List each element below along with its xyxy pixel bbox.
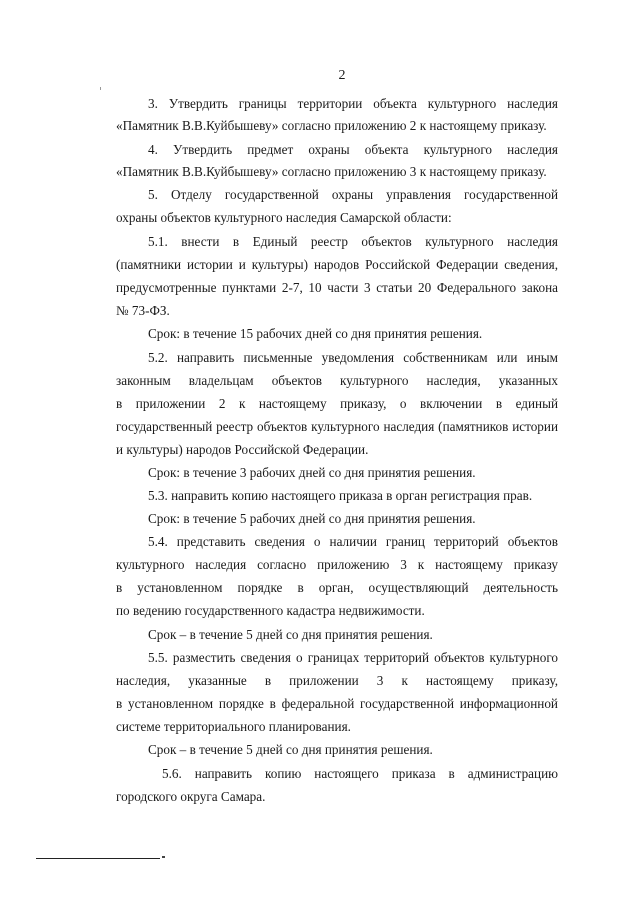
footnote-dot bbox=[162, 856, 165, 858]
text-line: 5.4. представить сведения о наличии границ территорий объектов bbox=[148, 534, 558, 549]
text-line: 5. Отделу государственной охраны управления государственной bbox=[148, 187, 558, 202]
scan-mark bbox=[100, 87, 101, 90]
text-line: системе территориального планирования. bbox=[116, 719, 351, 734]
text-line: государственный реестр объектов культурного наследия (памятников истории bbox=[116, 419, 558, 434]
deadline-text: Срок: в течение 3 рабочих дней со дня принятия решения. bbox=[148, 465, 476, 480]
deadline-text: Срок: в течение 5 рабочих дней со дня принятия решения. bbox=[148, 511, 476, 526]
text-line: наследия, указанные в приложении 3 к настоящему приказу, bbox=[116, 673, 558, 688]
text-line: 3. Утвердить границы территории объекта культурного наследия bbox=[148, 96, 558, 111]
text-line: (памятники истории и культуры) народов Российской Федерации сведения, bbox=[116, 257, 558, 272]
page-number: 2 bbox=[338, 68, 346, 83]
text-line: в установленном порядке в орган, осуществляющий деятельность bbox=[116, 580, 558, 595]
text-line: 5.1. внести в Единый реестр объектов культурного наследия bbox=[148, 234, 558, 249]
deadline-text: Срок: в течение 15 рабочих дней со дня принятия решения. bbox=[148, 326, 483, 341]
footnote-rule bbox=[36, 858, 160, 859]
text-line: в приложении 2 к настоящему приказу, о включении в единый bbox=[116, 396, 558, 411]
text-line: городского округа Самара. bbox=[116, 789, 266, 804]
text-line: и культуры) народов Российской Федерации. bbox=[116, 442, 369, 457]
text-line: культурного наследия согласно приложению 3 к настоящему приказу bbox=[116, 557, 558, 572]
text-line: № 73-ФЗ. bbox=[116, 303, 170, 318]
text-line: 4. Утвердить предмет охраны объекта культурного наследия bbox=[148, 142, 558, 157]
text-line: в установленном порядке в федеральной государственной информационной bbox=[116, 696, 558, 711]
text-line: 5.6. направить копию настоящего приказа в администрацию bbox=[162, 766, 558, 781]
text-line: 5.3. направить копию настоящего приказа в орган регистрация прав. bbox=[148, 488, 533, 503]
text-line: 5.5. разместить сведения о границах территорий объектов культурного bbox=[148, 650, 558, 665]
text-line: 5.2. направить письменные уведомления собственникам или иным bbox=[148, 350, 558, 365]
deadline-text: Срок – в течение 5 дней со дня принятия решения. bbox=[148, 627, 433, 642]
text-line: «Памятник В.В.Куйбышеву» согласно приложению 3 к настоящему приказу. bbox=[116, 164, 547, 179]
text-line: охраны объектов культурного наследия Самарской области: bbox=[116, 210, 452, 225]
text-line: «Памятник В.В.Куйбышеву» согласно приложению 2 к настоящему приказу. bbox=[116, 118, 547, 133]
text-line: по ведению государственного кадастра недвижимости. bbox=[116, 603, 425, 618]
text-line: законным владельцам объектов культурного наследия, указанных bbox=[116, 373, 558, 388]
deadline-text: Срок – в течение 5 дней со дня принятия решения. bbox=[148, 742, 433, 757]
text-line: предусмотренные пунктами 2-7, 10 части 3 статьи 20 Федерального закона bbox=[116, 280, 558, 295]
